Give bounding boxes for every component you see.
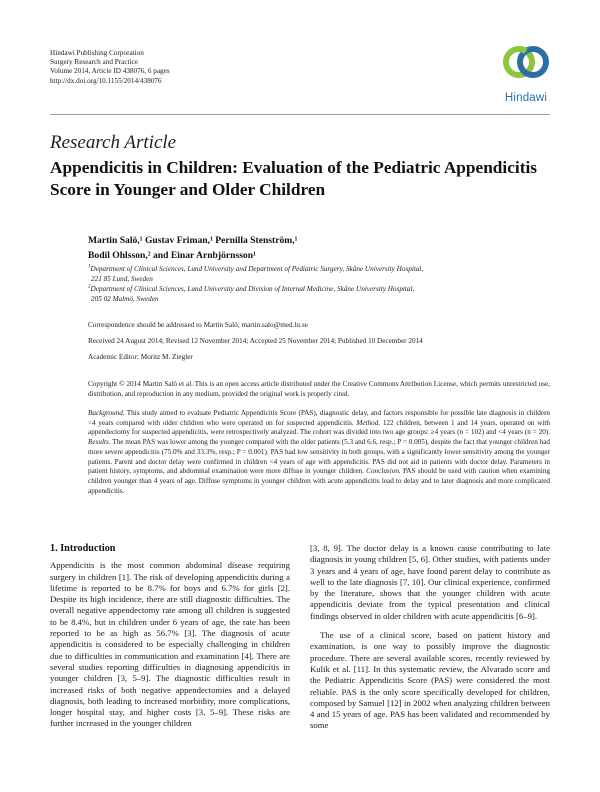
authors-line-2: Bodil Ohlsson,² and Einar Arnbjörnsson¹ — [88, 250, 256, 261]
right-column — [310, 543, 550, 732]
publication-dates: Received 24 August 2014; Revised 12 November 2014; Accepted 25 November 2014; Published 10 December 2014 — [88, 337, 423, 345]
publisher-name: Hindawi Publishing Corporation — [50, 49, 144, 57]
academic-editor: Academic Editor: Moritz M. Ziegler — [88, 353, 193, 361]
author-list — [88, 233, 298, 263]
conclusion-text: PAS should be used with caution when examining children younger than 4 years of age. Diffuse symptoms in younger children with acute appendicitis lead to delay and to later diagnosis and more complicated appendicitis. — [88, 467, 550, 495]
affiliation-2: $^2$Department of Clinical Sciences, Lund University and Division of Internal Medicine, Skåne University Hospital, 205 02 Malmö, Sweden — [88, 284, 415, 303]
copyright-notice: Copyright © 2014 Martin Salö et al. This is an open access article distributed under the Creative Commons Attribution License, which permits unrestricted use, distribution, and reproduction in any medium, provided the original work is properly cited. — [88, 380, 550, 398]
method-label: Method. — [356, 418, 381, 427]
doi-link[interactable]: http://dx.doi.org/10.1155/2014/438076 — [50, 76, 162, 85]
journal-name: Surgery Research and Practice — [50, 58, 138, 67]
results-label: Results. — [88, 438, 111, 447]
hindawi-wordmark: Hindawi — [504, 92, 548, 104]
background-text: This study aimed to evaluate Pediatric Appendicitis Score (PAS), diagnostic delay, and factors responsible for possible late diagnosis in children <4 years compared with older children who were operated on for suspected appendicitis. — [88, 409, 550, 427]
affiliations — [88, 265, 528, 305]
background-label: Background. — [88, 409, 125, 417]
method-text: 122 children, between 1 and 14 years, operated on with appendectomy for suspected appendicitis, were retrospectively analyzed. The cohort was divided into two age groups: ≥4 years (n = 102) and <4 years (n = 20). — [88, 418, 550, 437]
intro-paragraph-1: Appendicitis is the most common abdominal disease requiring surgery in children [1]. The risk of developing appendicitis during a lifetime is reported to be 8.7% for boys and 6.7% for girls [2]. Despite its high incidence, there are still diagnostic difficulties. The overall negative appendectomy rate among all children is suggested to be 8.4%, but in children under 6 years of age, the rate has been reported to be as high as 56.7% [3]. The diagnosis of acute appendicitis is considered to be especially challenging in children due to difficulties in communication and examination [4]. There are several studies reporting difficulties in diagnosing appendicitis in younger children [3, 5–9]. The diagnostic difficulties result in increased risks of both negative appendectomies and a delayed diagnosis, both leading to increased morbidity, more complications, longer hospital stay, and higher costs [3, 5–9]. These risks are further increased in the younger children — [50, 560, 290, 729]
section-heading-introduction: 1. Introduction — [50, 543, 116, 554]
correspondence: Correspondence should be addressed to Martin Salö; martin.salo@med.lu.se — [88, 321, 308, 329]
hindawi-logo — [498, 40, 554, 104]
intro-paragraph-3: The use of a clinical score, based on patient history and examination, is one way to possibly improve the diagnostic procedure. There are several available scores, recently reviewed by Kulik et al. [11]. In this systematic review, the Alvarado score and the Pediatric Appendicitis Score (PAS) were considered the most reliable. PAS is the only score specifically developed for children, composed by Samuel [12] in 2002 when analyzing children between 4 and 15 years of age. PAS has been validated and recommended by some — [310, 630, 550, 731]
header-divider — [50, 114, 550, 115]
affiliation-1: $^1$Department of Clinical Sciences, Lund University and Department of Pediatric Surgery, Skåne University Hospital, 221 85 Lund, Sweden — [88, 264, 424, 283]
publication-info — [50, 49, 170, 86]
left-column — [50, 543, 290, 730]
authors-line-1: Martin Salö,¹ Gustav Friman,¹ Pernilla Stenström,¹ — [88, 235, 298, 246]
abstract — [88, 409, 550, 496]
volume-line: Volume 2014, Article ID 438076, 6 pages — [50, 67, 170, 76]
intro-paragraph-2: [3, 8, 9]. The doctor delay is a known cause contributing to late diagnosis in young children [5, 6]. Other studies, with patients under 3 years and 4 years of age, have found parent delay to contribute as well to the late diagnosis [7, 10]. Our clinical experience, confirmed by the literature, shows that the younger children with acute appendicitis deviate from the typical presentation and clinical findings observed in older children with acute appendicitis [6–9]. — [310, 543, 550, 621]
conclusion-label: Conclusion. — [366, 467, 401, 476]
hindawi-rings-icon — [498, 40, 554, 88]
article-title: Appendicitis in Children: Evaluation of the Pediatric Appendicitis Score in Younger and Older Children — [50, 158, 537, 199]
article-type: Research Article — [50, 132, 177, 153]
results-text: The mean PAS was lower among the younger compared with the older patients (5.3 and 6.6, resp.; P = 0.005), despite the fact that younger children had more severe appendicitis (75.0% and 33.3%, resp.; P = 0.001). PAS had low sensitivity in both groups, with a significantly lower sensitivity among the younger patients. Parent and doctor delay were confirmed in children <4 years of age with appendicitis. PAS did not aid in patients with doctor delay. Parameters in patient history, symptoms, and abdominal examination were more diffuse in younger children. — [88, 438, 550, 476]
